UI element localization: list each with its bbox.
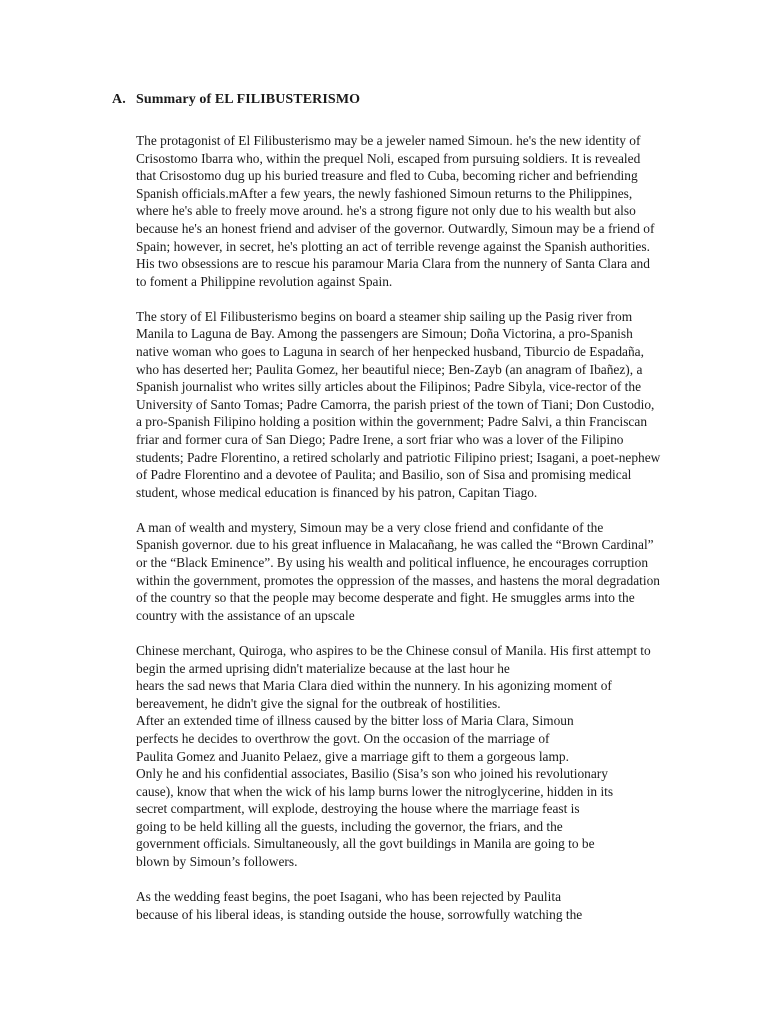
text-line: Spain; however, in secret, he's plotting an act of terrible revenge against the Spanish authorities. [136,238,650,254]
text-line: government officials. Simultaneously, all the govt buildings in Manila are going to be [136,836,595,852]
text-line: begin the armed uprising didn't materialize because at the last hour he [136,660,510,676]
paragraph [136,888,736,923]
paragraph [136,308,736,502]
text-line: A man of wealth and mystery, Simoun may be a very close friend and confidante of the [136,519,604,535]
text-line: because of his liberal ideas, is standing outside the house, sorrowfully watching the [136,906,583,922]
text-line: going to be held killing all the guests, including the governor, the friars, and the [136,818,563,834]
text-line: University of Santo Tomas; Padre Camorra, the parish priest of the town of Tiani; Don Custodio, [136,396,655,412]
text-line: to foment a Philippine revolution against Spain. [136,273,393,289]
text-line: students; Padre Florentino, a retired scholarly and patriotic Filipino priest; Isagani, a poet-nephew [136,449,661,465]
summary-body [136,132,736,941]
text-line: country with the assistance of an upscale [136,607,355,623]
text-line: perfects he decides to overthrow the govt. On the occasion of the marriage of [136,730,550,746]
text-line: Chinese merchant, Quiroga, who aspires to be the Chinese consul of Manila. His first attempt to [136,642,651,658]
text-line: As the wedding feast begins, the poet Isagani, who has been rejected by Paulita [136,889,562,905]
section-letter: A. [112,92,126,107]
text-line: blown by Simoun’s followers. [136,854,298,870]
text-line: Spanish officials.mAfter a few years, the newly fashioned Simoun returns to the Philippines, [136,185,633,201]
text-line: native woman who goes to Laguna in search of her henpecked husband, Tiburcio de Espadaña, [136,344,644,360]
text-line: His two obsessions are to rescue his paramour Maria Clara from the nunnery of Santa Clara and [136,256,650,272]
text-line: After an extended time of illness caused by the bitter loss of Maria Clara, Simoun [136,713,574,729]
text-line: The story of El Filibusterismo begins on board a steamer ship sailing up the Pasig river from [136,308,633,324]
text-line: because he's an honest friend and adviser of the governor. Outwardly, Simoun may be a friend of [136,220,655,236]
text-line: hears the sad news that Maria Clara died within the nunnery. In his agonizing moment of [136,678,612,694]
text-line: Spanish journalist who writes silly articles about the Filipinos; Padre Sibyla, vice-rector of the [136,379,642,395]
text-line: The protagonist of El Filibusterismo may be a jeweler named Simoun. he's the new identity of [136,133,641,148]
text-line: Spanish governor. due to his great influence in Malacañang, he was called the “Brown Cardinal” [136,537,654,553]
section-title: Summary of EL FILIBUSTERISMO [136,92,361,107]
text-line: a pro-Spanish Filipino holding a position within the government; Padre Salvi, a thin Franciscan [136,414,648,430]
text-line: that Crisostomo dug up his buried treasure and fled to Cuba, becoming richer and befriending [136,168,638,184]
text-line: Only he and his confidential associates, Basilio (Sisa’s son who joined his revolutionary [136,766,608,782]
paragraph [136,519,736,625]
text-line: friar and former cura of San Diego; Padre Irene, a sort friar who was a lover of the Filipino [136,432,624,447]
text-line: bereavement, he didn't give the signal for the outbreak of hostilities. [136,695,501,711]
text-line: secret compartment, will explode, destroying the house where the marriage feast is [136,801,580,817]
paragraph [136,642,736,871]
text-line: who has deserted her; Paulita Gomez, her beautiful niece; Ben-Zayb (an anagram of Ibañez), a [136,361,643,377]
text-line: student, whose medical education is financed by his patron, Capitan Tiago. [136,484,538,500]
text-line: Manila to Laguna de Bay. Among the passengers are Simoun; Doña Victorina, a pro-Spanish [136,326,633,342]
section-heading [112,92,360,108]
text-line: where he's able to freely move around. he's a strong figure not only due to his wealth but also [136,203,636,219]
text-line: cause), know that when the wick of his lamp burns lower the nitroglycerine, hidden in its [136,783,614,799]
text-line: Crisostomo Ibarra who, within the prequel Noli, escaped from pursuing soldiers. It is revealed [136,150,641,166]
paragraph [136,132,736,290]
text-line: or the “Black Eminence”. By using his wealth and political influence, he encourages corruption [136,555,649,571]
text-line: within the government, promotes the oppression of the masses, and hastens the moral degradation [136,572,660,588]
text-line: Paulita Gomez and Juanito Pelaez, give a marriage gift to them a gorgeous lamp. [136,748,569,764]
text-line: of Padre Florentino and a devotee of Paulita; and Basilio, son of Sisa and promising medical [136,467,632,483]
text-line: of the country so that the people may become desperate and fight. He smuggles arms into the [136,590,635,606]
